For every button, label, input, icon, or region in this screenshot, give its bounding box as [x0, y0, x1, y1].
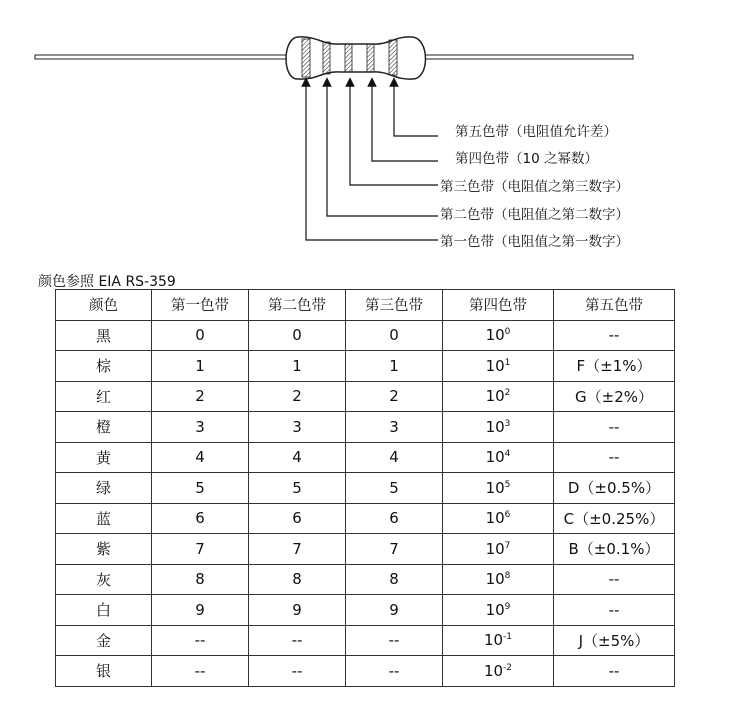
band-label-4: 第四色带（10 之幂数） [455, 151, 598, 167]
cell-band-5: -- [554, 442, 675, 473]
header-band-1: 第一色带 [152, 290, 249, 321]
header-band-5: 第五色带 [554, 290, 675, 321]
table-row [56, 473, 675, 504]
cell-band-1: 4 [152, 442, 249, 473]
cell-band-3: 5 [346, 473, 443, 504]
cell-band-2: -- [249, 656, 346, 687]
leader-line-band-2 [327, 82, 438, 216]
cell-band-4 [443, 656, 554, 687]
cell-band-3: 7 [346, 534, 443, 565]
power-exponent: 5 [504, 479, 511, 490]
table-caption: 颜色参照 EIA RS-359 [38, 274, 176, 290]
table-row [56, 320, 675, 351]
power-base: 10 [485, 600, 505, 619]
power-exponent: 1 [504, 357, 511, 368]
power-base: 10 [485, 326, 505, 345]
cell-color: 黑 [56, 320, 152, 351]
header-band-4: 第四色带 [443, 290, 554, 321]
cell-band-1: 8 [152, 564, 249, 595]
cell-band-4 [443, 503, 554, 534]
cell-band-2: 3 [249, 412, 346, 443]
cell-band-1: 2 [152, 381, 249, 412]
cell-band-2: 6 [249, 503, 346, 534]
color-band-3 [345, 44, 352, 72]
cell-band-1: 6 [152, 503, 249, 534]
power-base: 10 [485, 539, 505, 558]
power-exponent: -2 [503, 662, 513, 673]
header-band-2: 第二色带 [249, 290, 346, 321]
cell-color: 橙 [56, 412, 152, 443]
header-color: 颜色 [56, 290, 152, 321]
band-label-5: 第五色带（电阻值允许差） [455, 124, 617, 140]
cell-band-5: C（±0.25%） [554, 503, 675, 534]
table-row [56, 351, 675, 382]
cell-band-2: 9 [249, 595, 346, 626]
power-exponent: 4 [504, 449, 511, 460]
color-band-2 [323, 42, 330, 74]
power-exponent: 8 [504, 571, 511, 582]
cell-band-3: 1 [346, 351, 443, 382]
color-band-1 [302, 39, 310, 77]
cell-band-3: 8 [346, 564, 443, 595]
table-row [56, 625, 675, 656]
cell-band-2: 5 [249, 473, 346, 504]
cell-band-3: 0 [346, 320, 443, 351]
table-row [56, 534, 675, 565]
power-exponent: 3 [504, 418, 511, 429]
color-band-5 [389, 40, 397, 75]
power-base: 10 [485, 387, 505, 406]
cell-band-1: 5 [152, 473, 249, 504]
leader-line-band-5 [394, 82, 438, 136]
cell-band-5: -- [554, 412, 675, 443]
cell-band-4 [443, 564, 554, 595]
cell-band-3: 6 [346, 503, 443, 534]
cell-color: 红 [56, 381, 152, 412]
cell-band-5: -- [554, 656, 675, 687]
cell-color: 黄 [56, 442, 152, 473]
table-row [56, 656, 675, 687]
power-exponent: 9 [504, 601, 511, 612]
power-exponent: 0 [504, 327, 511, 338]
resistor-diagram [0, 0, 750, 270]
leader-line-band-4 [372, 82, 438, 161]
cell-band-3: 2 [346, 381, 443, 412]
cell-color: 绿 [56, 473, 152, 504]
band-label-1: 第一色带（电阻值之第一数字） [440, 234, 629, 250]
power-base: 10 [485, 570, 505, 589]
power-base: 10 [485, 478, 505, 497]
power-base: 10 [485, 509, 505, 528]
table-row [56, 442, 675, 473]
cell-band-4 [443, 442, 554, 473]
power-base: 10 [485, 417, 505, 436]
cell-band-4 [443, 534, 554, 565]
cell-band-5: -- [554, 564, 675, 595]
cell-band-1: 1 [152, 351, 249, 382]
cell-band-3: -- [346, 656, 443, 687]
cell-band-5: F（±1%） [554, 351, 675, 382]
leader-lines [306, 82, 438, 240]
power-exponent: 6 [504, 510, 511, 521]
cell-color: 紫 [56, 534, 152, 565]
cell-band-3: 3 [346, 412, 443, 443]
table-row [56, 503, 675, 534]
cell-band-3: 4 [346, 442, 443, 473]
color-band-4 [367, 44, 374, 72]
cell-band-5: D（±0.5%） [554, 473, 675, 504]
cell-band-2: 4 [249, 442, 346, 473]
table-row [56, 412, 675, 443]
cell-band-4 [443, 381, 554, 412]
cell-band-4 [443, 595, 554, 626]
cell-band-4 [443, 625, 554, 656]
power-base: 10 [485, 448, 505, 467]
power-base: 10 [483, 661, 504, 680]
cell-band-4 [443, 473, 554, 504]
cell-band-2: 1 [249, 351, 346, 382]
header-band-3: 第三色带 [346, 290, 443, 321]
table-row [56, 381, 675, 412]
power-base: 10 [483, 631, 504, 650]
power-exponent: 2 [504, 388, 511, 399]
cell-band-1: -- [152, 625, 249, 656]
band-label-2: 第二色带（电阻值之第二数字） [440, 207, 629, 223]
cell-band-4 [443, 412, 554, 443]
cell-band-2: 0 [249, 320, 346, 351]
cell-band-2: 2 [249, 381, 346, 412]
cell-color: 银 [56, 656, 152, 687]
cell-band-1: 0 [152, 320, 249, 351]
cell-band-1: 7 [152, 534, 249, 565]
color-code-table [55, 289, 675, 687]
cell-color: 金 [56, 625, 152, 656]
band-label-3: 第三色带（电阻值之第三数字） [440, 179, 629, 195]
table-row [56, 595, 675, 626]
cell-color: 白 [56, 595, 152, 626]
cell-band-5: J（±5%） [554, 625, 675, 656]
cell-band-4 [443, 351, 554, 382]
cell-band-5: -- [554, 595, 675, 626]
cell-color: 灰 [56, 564, 152, 595]
power-exponent: 7 [504, 540, 511, 551]
table-row [56, 564, 675, 595]
cell-band-2: 7 [249, 534, 346, 565]
cell-band-3: -- [346, 625, 443, 656]
cell-band-1: -- [152, 656, 249, 687]
cell-band-4 [443, 320, 554, 351]
table-header-row [56, 290, 675, 321]
cell-band-2: 8 [249, 564, 346, 595]
cell-color: 棕 [56, 351, 152, 382]
cell-band-2: -- [249, 625, 346, 656]
power-exponent: -1 [503, 632, 513, 643]
cell-band-3: 9 [346, 595, 443, 626]
cell-color: 蓝 [56, 503, 152, 534]
cell-band-5: -- [554, 320, 675, 351]
cell-band-5: G（±2%） [554, 381, 675, 412]
cell-band-5: B（±0.1%） [554, 534, 675, 565]
power-base: 10 [485, 356, 505, 375]
cell-band-1: 9 [152, 595, 249, 626]
cell-band-1: 3 [152, 412, 249, 443]
